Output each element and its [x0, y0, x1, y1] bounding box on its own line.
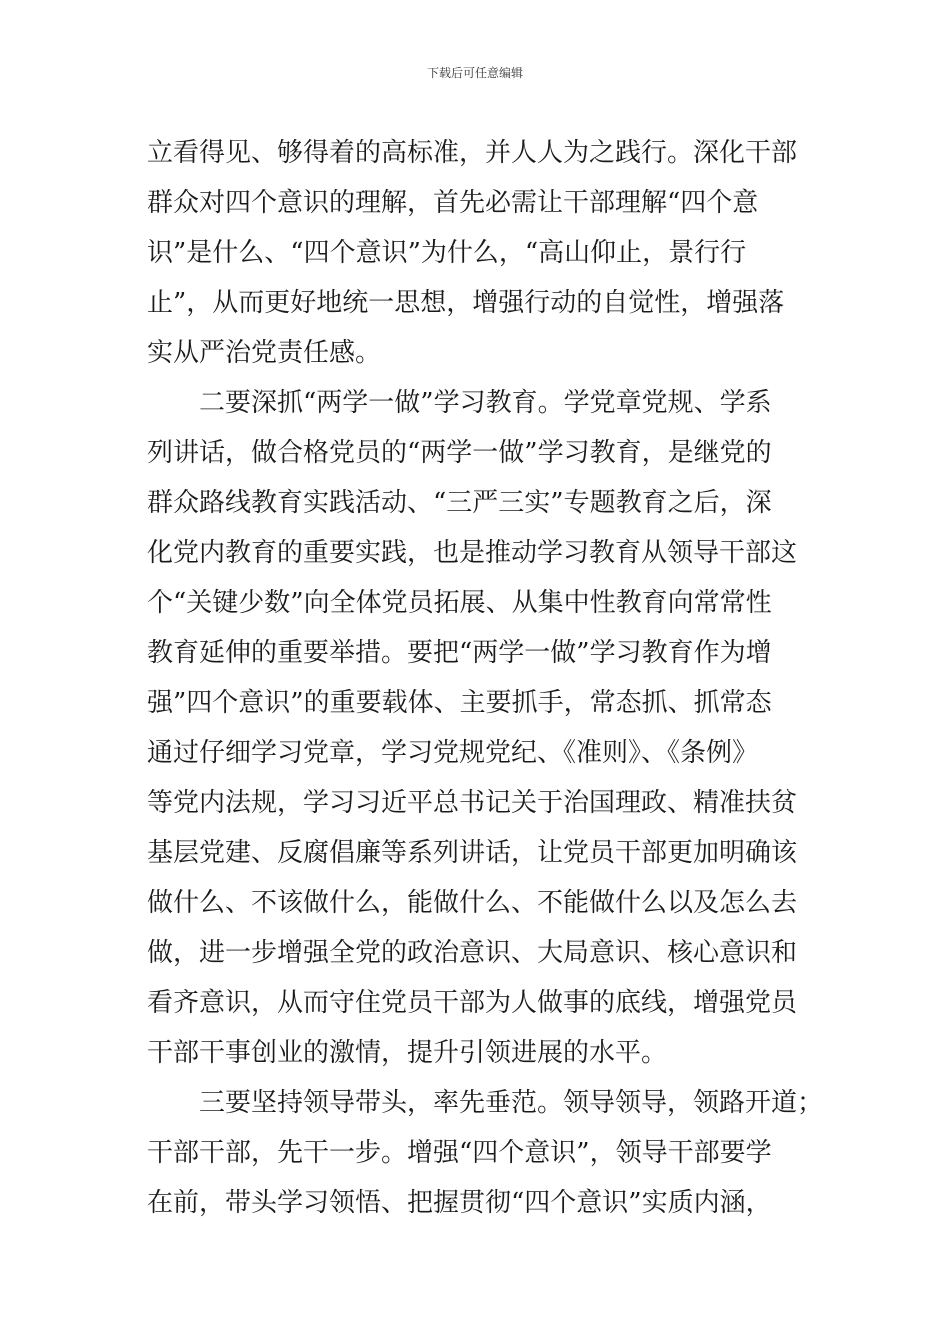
text-line: 实从严治党责任感。 [147, 338, 382, 368]
text-line: 教育延伸的重要举措。要把“两学一做”学习教育作为增 [147, 638, 772, 668]
text-line: 做，进一步增强全党的政治意识、大局意识、核心意识和 [147, 938, 798, 968]
text-line: 群众对四个意识的理解，首先必需让干部理解“四个意 [147, 188, 759, 218]
text-line: 看齐意识，从而守住党员干部为人做事的底线，增强党员 [147, 988, 798, 1018]
text-line: 通过仔细学习党章，学习党规党纪、《准则》、《条例》 [147, 738, 759, 768]
text-line: 识”是什么、“四个意识”为什么，“高山仰止，景行行 [147, 238, 747, 268]
text-line: 基层党建、反腐倡廉等系列讲话，让党员干部更加明确该 [147, 838, 798, 868]
text-line: 强”四个意识”的重要载体、主要抓手，常态抓、抓常态 [147, 688, 772, 718]
text-line: 在前，带头学习领悟、把握贯彻“四个意识”实质内涵， [147, 1188, 772, 1218]
text-line: 干部干事创业的激情，提升引领进展的水平。 [147, 1038, 668, 1068]
text-line: 群众路线教育实践活动、“三严三实”专题教育之后，深 [147, 488, 772, 518]
document-body [147, 128, 824, 1228]
text-line: 干部干部，先干一步。增强“四个意识”，领导干部要学 [147, 1138, 772, 1168]
text-line: 个“关键少数”向全体党员拓展、从集中性教育向常常性 [147, 588, 772, 618]
paragraph-start-line: 三要坚持领导带头，率先垂范。领导领导，领路开道； [199, 1088, 824, 1118]
text-line: 立看得见、够得着的高标准，并人人为之践行。深化干部 [147, 138, 798, 168]
text-line: 列讲话，做合格党员的“两学一做”学习教育，是继党的 [147, 438, 772, 468]
text-line: 做什么、不该做什么，能做什么、不能做什么以及怎么去 [147, 888, 798, 918]
page-header: 下载后可任意编辑 [426, 66, 523, 80]
paragraph-start-line: 二要深抓“两学一做”学习教育。学党章党规、学系 [199, 388, 772, 418]
text-line: 化党内教育的重要实践，也是推动学习教育从领导干部这 [147, 538, 798, 568]
text-line: 止”，从而更好地统一思想，增强行动的自觉性，增强落 [147, 288, 785, 318]
text-line: 等党内法规，学习习近平总书记关于治国理政、精准扶贫 [147, 788, 798, 818]
